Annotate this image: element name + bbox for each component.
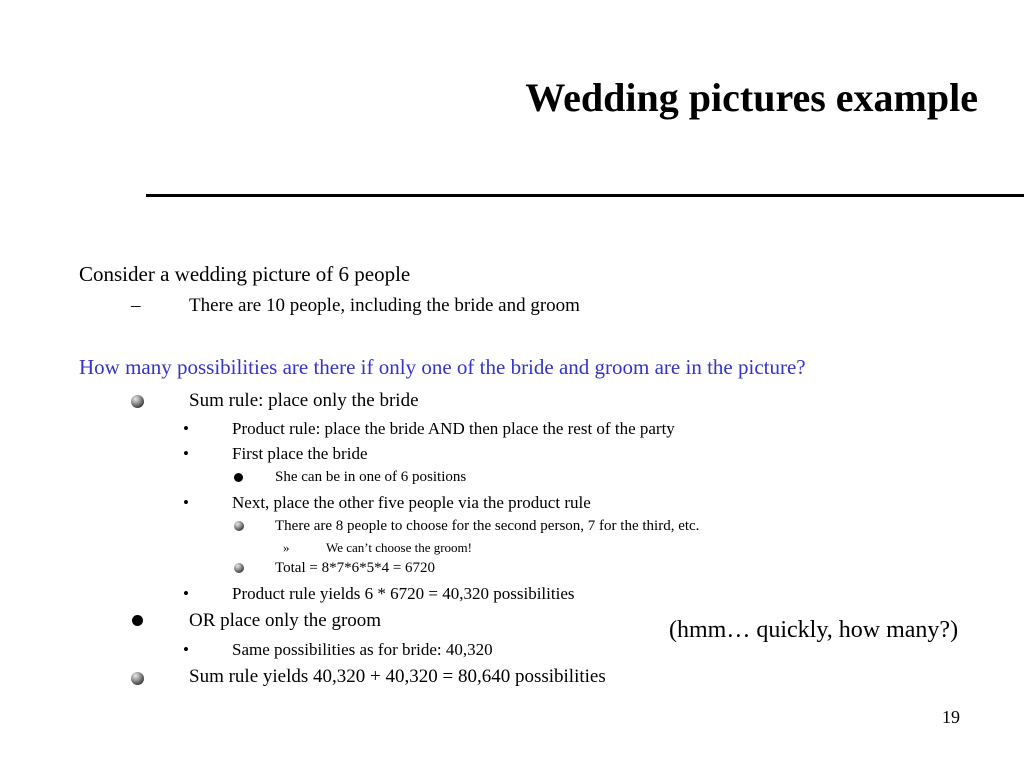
total-line: Total = 8*7*6*5*4 = 6720 xyxy=(275,560,436,576)
dot-bullet: • xyxy=(183,640,189,659)
dot-bullet: • xyxy=(183,419,189,438)
sphere-bullet-icon xyxy=(234,563,244,573)
no-groom-line: We can’t choose the groom! xyxy=(326,540,472,555)
next-place-line: Next, place the other five people via the product rule xyxy=(232,493,591,512)
title-underline xyxy=(146,194,1024,197)
sphere-bullet-icon xyxy=(234,521,244,531)
black-dot-bullet-icon xyxy=(234,473,243,482)
aside-note: (hmm… quickly, how many?) xyxy=(669,617,959,643)
product-yields-line: Product rule yields 6 * 6720 = 40,320 possibilities xyxy=(232,584,575,603)
six-positions-line: She can be in one of 6 positions xyxy=(275,469,467,485)
sphere-bullet-icon xyxy=(131,672,144,685)
same-possibilities-line: Same possibilities as for bride: 40,320 xyxy=(232,640,493,659)
chevron-bullet: » xyxy=(283,540,290,555)
eight-people-line: There are 8 people to choose for the second person, 7 for the third, etc. xyxy=(275,518,700,534)
sum-rule-bride-line: Sum rule: place only the bride xyxy=(189,390,419,411)
or-groom-line: OR place only the groom xyxy=(189,610,382,631)
question-line: How many possibilities are there if only one of the bride and groom are in the picture? xyxy=(79,355,806,379)
page-number: 19 xyxy=(942,707,960,727)
dot-bullet: • xyxy=(183,493,189,512)
people-count-line: There are 10 people, including the bride and groom xyxy=(189,295,580,316)
product-rule-line: Product rule: place the bride AND then place the rest of the party xyxy=(232,419,675,438)
intro-line: Consider a wedding picture of 6 people xyxy=(79,262,411,286)
dash-bullet: – xyxy=(131,295,141,316)
dot-bullet: • xyxy=(183,444,189,463)
black-dot-bullet-icon xyxy=(132,615,143,626)
first-place-bride-line: First place the bride xyxy=(232,444,368,463)
slide-title: Wedding pictures example xyxy=(525,75,978,120)
sphere-bullet-icon xyxy=(131,395,144,408)
dot-bullet: • xyxy=(183,584,189,603)
sum-rule-total-line: Sum rule yields 40,320 + 40,320 = 80,640 possibilities xyxy=(189,666,606,687)
